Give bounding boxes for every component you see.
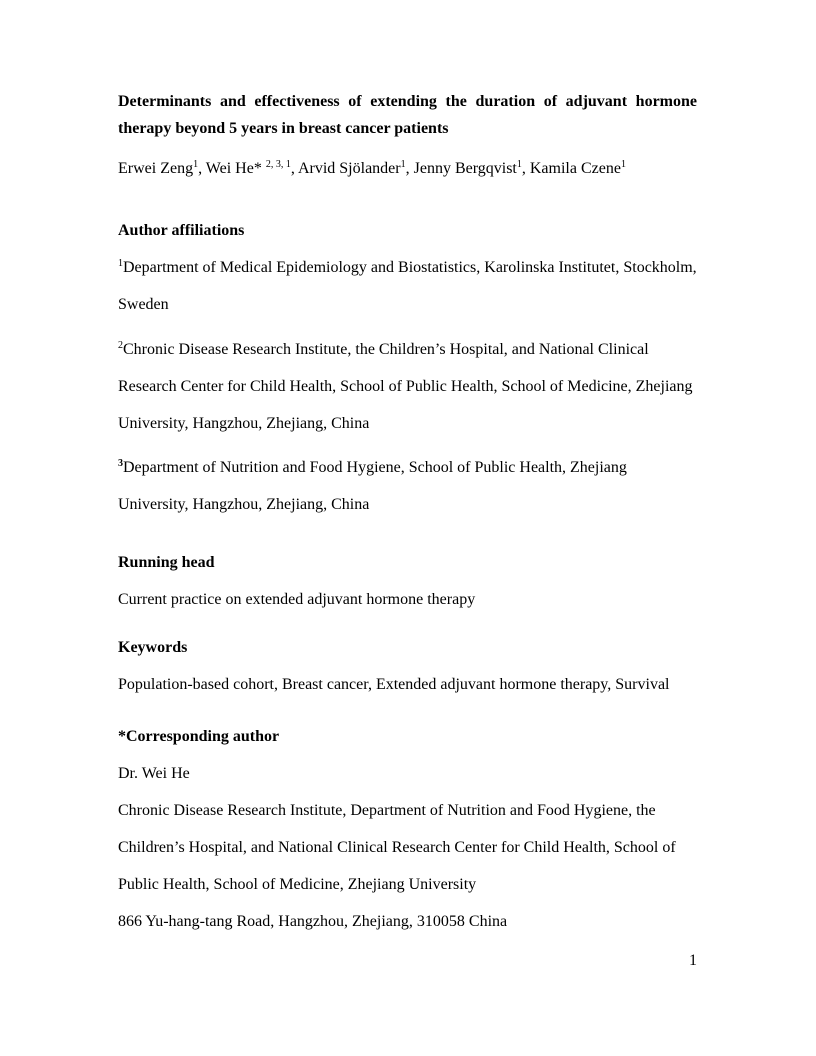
author-list: [118, 150, 697, 187]
keywords-text: Population-based cohort, Breast cancer, Extended adjuvant hormone therapy, Survival: [118, 676, 670, 693]
corresponding-author-heading: *Corresponding author: [118, 728, 280, 745]
running-head-heading: Running head: [118, 554, 215, 571]
author-affiliation-superscript: 1: [620, 159, 626, 170]
corresponding-author-name: Dr. Wei He: [118, 765, 190, 782]
author-name: Arvid Sjölander: [297, 160, 401, 177]
paper-title-line-2: therapy beyond 5 years in breast cancer patients: [118, 120, 449, 137]
author-name: Wei He*: [205, 160, 266, 177]
affiliation-number: 2: [118, 340, 123, 351]
affiliation-text: Department of Nutrition and Food Hygiene, School of Public Health, Zhejiang University, Hangzhou, Zhejiang, China: [118, 459, 627, 513]
author-name: Kamila Czene: [529, 160, 621, 177]
author-separator: ,: [198, 160, 206, 177]
author-affiliation-superscript: 2, 3, 1: [265, 159, 291, 170]
affiliation-number: 3: [118, 458, 123, 469]
affiliation-number: 1: [118, 258, 123, 269]
affiliation-1: [118, 249, 697, 323]
author-name: Erwei Zeng: [118, 160, 194, 177]
author-affiliation-superscript: 1: [193, 159, 199, 170]
running-head-text: Current practice on extended adjuvant hormone therapy: [118, 591, 476, 608]
paper-title-line-1: Determinants and effectiveness of extending the duration of adjuvant hormone: [118, 93, 697, 110]
author-separator: ,: [290, 160, 298, 177]
author-name: Jenny Bergqvist: [413, 160, 517, 177]
page-number: 1: [689, 952, 697, 969]
author-separator: ,: [405, 160, 414, 177]
author-affiliation-superscript: 1: [516, 159, 522, 170]
author-affiliation-superscript: 1: [400, 159, 406, 170]
corresponding-author-street: 866 Yu-hang-tang Road, Hangzhou, Zhejiang, 310058 China: [118, 913, 508, 930]
affiliation-text: Chronic Disease Research Institute, the Children’s Hospital, and National Clinical Research Center for Child Health, School of Public Health, School of Medicine, Zhejiang University, Hangzhou, Zhejiang, China: [118, 341, 693, 432]
affiliation-2: [118, 331, 697, 442]
affiliations-heading: Author affiliations: [118, 222, 245, 239]
affiliation-3: [118, 449, 697, 523]
author-separator: ,: [521, 160, 530, 177]
affiliation-text: Department of Medical Epidemiology and Biostatistics, Karolinska Institutet, Stockholm, Sweden: [118, 259, 697, 313]
corresponding-author-address: Chronic Disease Research Institute, Department of Nutrition and Food Hygiene, the Children’s Hospital, and National Clinical Research Center for Child Health, School of Public Health, School of Medicine, Zhejiang University: [118, 802, 676, 893]
keywords-heading: Keywords: [118, 639, 188, 656]
